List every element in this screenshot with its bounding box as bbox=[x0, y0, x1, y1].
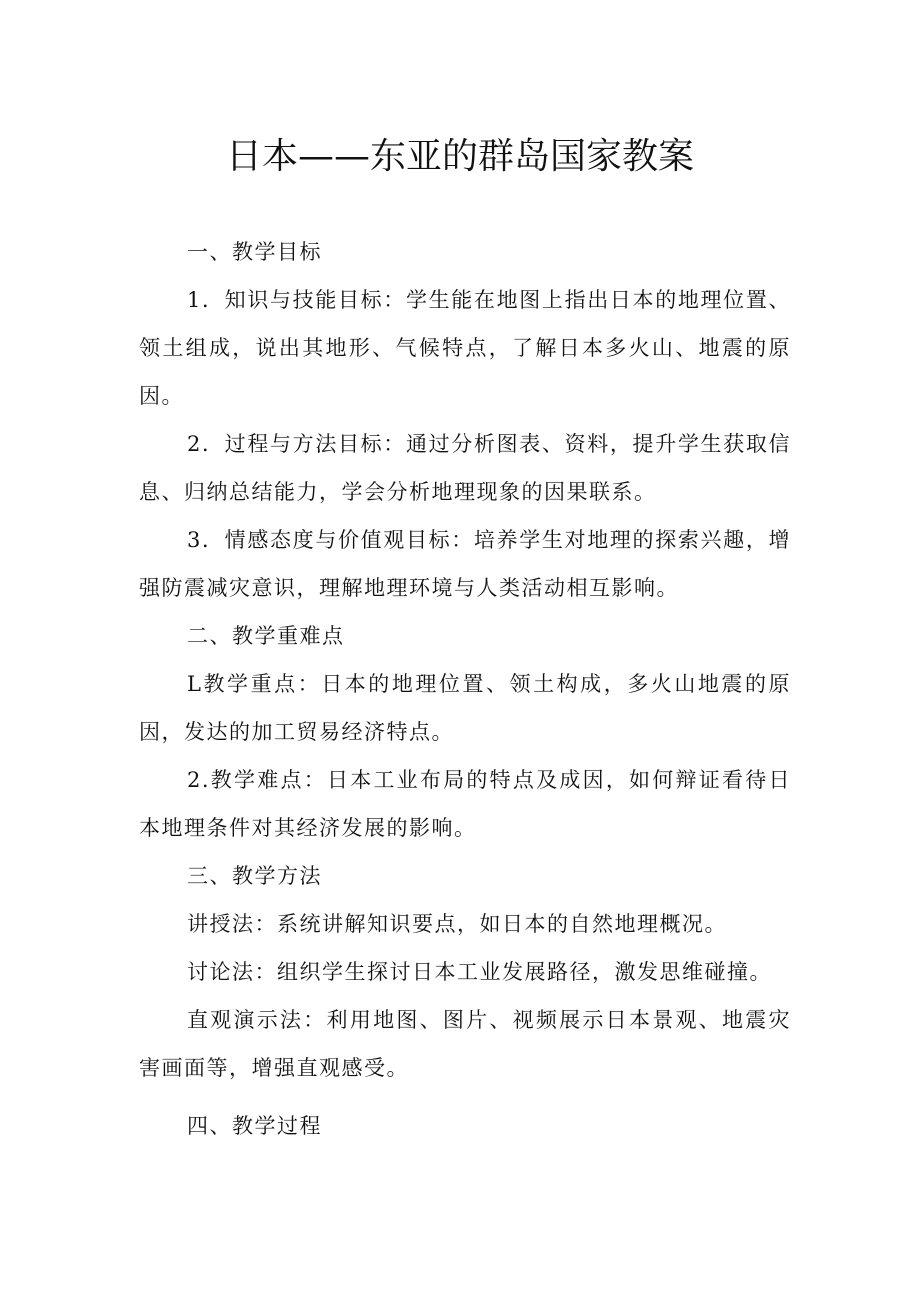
paragraph-emotion-goal: 3．情感态度与价值观目标：培养学生对地理的探索兴趣，增强防震减灾意识，理解地理环境与人类活动相互影响。 bbox=[139, 528, 791, 600]
section-heading-teaching-methods: 三、教学方法 bbox=[187, 864, 322, 888]
paragraph-lecture-method: 讲授法：系统讲解知识要点，如日本的自然地理概况。 bbox=[187, 912, 727, 936]
section-heading-teaching-goals: 一、教学目标 bbox=[187, 240, 322, 264]
paragraph-process-goal: 2．过程与方法目标：通过分析图表、资料，提升学生获取信息、归纳总结能力，学会分析地理现象的因果联系。 bbox=[139, 432, 791, 504]
section-heading-teaching-process: 四、教学过程 bbox=[187, 1114, 322, 1138]
paragraph-difficult-points: 2.教学难点：日本工业布局的特点及成因，如何辩证看待日本地理条件对其经济发展的影响。 bbox=[139, 768, 791, 840]
paragraph-demonstration-method: 直观演示法：利用地图、图片、视频展示日本景观、地震灾害画面等，增强直观感受。 bbox=[139, 1008, 791, 1080]
section-heading-key-difficult-points: 二、教学重难点 bbox=[187, 624, 345, 648]
document-title: 日本——东亚的群岛国家教案 bbox=[225, 136, 694, 177]
paragraph-discussion-method: 讨论法：组织学生探讨日本工业发展路径，激发思维碰撞。 bbox=[187, 960, 772, 984]
paragraph-key-points: L教学重点：日本的地理位置、领土构成，多火山地震的原因，发达的加工贸易经济特点。 bbox=[139, 672, 791, 744]
document-body bbox=[139, 228, 791, 1150]
paragraph-knowledge-goal: 1．知识与技能目标：学生能在地图上指出日本的地理位置、领土组成，说出其地形、气候特点，了解日本多火山、地震的原因。 bbox=[139, 288, 791, 408]
